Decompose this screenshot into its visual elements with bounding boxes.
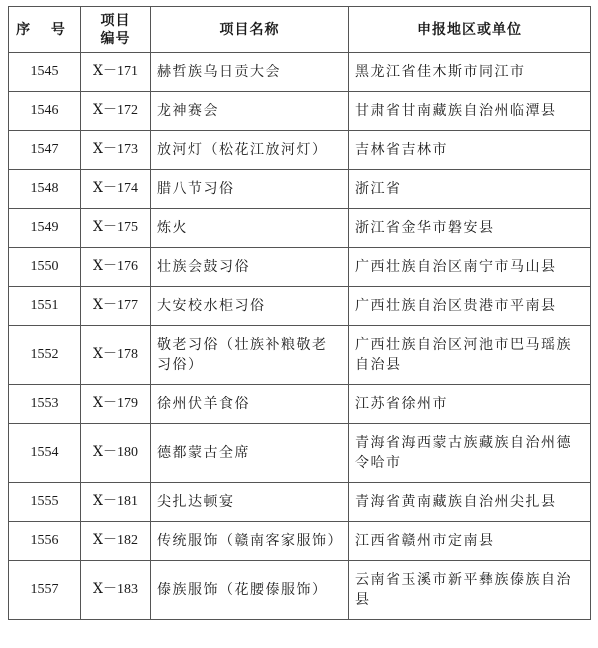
header-region: 申报地区或单位 xyxy=(349,7,591,53)
cell-code: Ⅹ－178 xyxy=(81,326,151,385)
cell-seq: 1554 xyxy=(9,424,81,483)
cell-region: 黑龙江省佳木斯市同江市 xyxy=(349,53,591,92)
cell-code: Ⅹ－181 xyxy=(81,483,151,522)
cell-code: Ⅹ－176 xyxy=(81,248,151,287)
cell-region: 浙江省 xyxy=(349,170,591,209)
cell-name: 大安校水柜习俗 xyxy=(151,287,349,326)
table-row xyxy=(9,561,591,620)
cell-name: 放河灯（松花江放河灯） xyxy=(151,131,349,170)
cell-name: 炼火 xyxy=(151,209,349,248)
cell-code: Ⅹ－172 xyxy=(81,92,151,131)
table-row xyxy=(9,170,591,209)
cell-name: 徐州伏羊食俗 xyxy=(151,385,349,424)
cell-code: Ⅹ－173 xyxy=(81,131,151,170)
table-header-row xyxy=(9,7,591,53)
cell-seq: 1546 xyxy=(9,92,81,131)
header-code xyxy=(81,7,151,53)
cell-code: Ⅹ－177 xyxy=(81,287,151,326)
heritage-list-table-wrapper xyxy=(8,6,591,620)
cell-code: Ⅹ－174 xyxy=(81,170,151,209)
cell-code: Ⅹ－175 xyxy=(81,209,151,248)
header-code-text: 项目 编号 xyxy=(100,12,131,47)
cell-region: 广西壮族自治区贵港市平南县 xyxy=(349,287,591,326)
cell-seq: 1551 xyxy=(9,287,81,326)
cell-region: 江苏省徐州市 xyxy=(349,385,591,424)
cell-seq: 1555 xyxy=(9,483,81,522)
cell-seq: 1552 xyxy=(9,326,81,385)
cell-name: 德都蒙古全席 xyxy=(151,424,349,483)
cell-code: Ⅹ－180 xyxy=(81,424,151,483)
header-seq: 序 号 xyxy=(9,7,81,53)
cell-seq: 1549 xyxy=(9,209,81,248)
cell-name: 传统服饰（赣南客家服饰） xyxy=(151,522,349,561)
table-row xyxy=(9,53,591,92)
cell-name: 龙神赛会 xyxy=(151,92,349,131)
cell-region: 吉林省吉林市 xyxy=(349,131,591,170)
cell-seq: 1553 xyxy=(9,385,81,424)
cell-code: Ⅹ－183 xyxy=(81,561,151,620)
cell-region: 青海省黄南藏族自治州尖扎县 xyxy=(349,483,591,522)
cell-code: Ⅹ－171 xyxy=(81,53,151,92)
table-row xyxy=(9,287,591,326)
cell-name: 敬老习俗（壮族补粮敬老习俗） xyxy=(151,326,349,385)
cell-name: 尖扎达顿宴 xyxy=(151,483,349,522)
table-row xyxy=(9,483,591,522)
table-row xyxy=(9,92,591,131)
table-row xyxy=(9,326,591,385)
cell-region: 青海省海西蒙古族藏族自治州德令哈市 xyxy=(349,424,591,483)
header-name: 项目名称 xyxy=(151,7,349,53)
cell-region: 浙江省金华市磐安县 xyxy=(349,209,591,248)
cell-code: Ⅹ－182 xyxy=(81,522,151,561)
table-row xyxy=(9,209,591,248)
cell-region: 云南省玉溪市新平彝族傣族自治县 xyxy=(349,561,591,620)
cell-region: 广西壮族自治区河池市巴马瑶族自治县 xyxy=(349,326,591,385)
cell-region: 广西壮族自治区南宁市马山县 xyxy=(349,248,591,287)
cell-name: 傣族服饰（花腰傣服饰） xyxy=(151,561,349,620)
table-row xyxy=(9,385,591,424)
table-row xyxy=(9,248,591,287)
table-row xyxy=(9,522,591,561)
heritage-list-table xyxy=(8,6,591,620)
cell-seq: 1550 xyxy=(9,248,81,287)
cell-name: 腊八节习俗 xyxy=(151,170,349,209)
cell-name: 赫哲族乌日贡大会 xyxy=(151,53,349,92)
table-row xyxy=(9,131,591,170)
cell-seq: 1556 xyxy=(9,522,81,561)
cell-seq: 1548 xyxy=(9,170,81,209)
cell-seq: 1545 xyxy=(9,53,81,92)
cell-name: 壮族会鼓习俗 xyxy=(151,248,349,287)
cell-code: Ⅹ－179 xyxy=(81,385,151,424)
cell-seq: 1547 xyxy=(9,131,81,170)
table-row xyxy=(9,424,591,483)
cell-region: 甘肃省甘南藏族自治州临潭县 xyxy=(349,92,591,131)
cell-seq: 1557 xyxy=(9,561,81,620)
cell-region: 江西省赣州市定南县 xyxy=(349,522,591,561)
